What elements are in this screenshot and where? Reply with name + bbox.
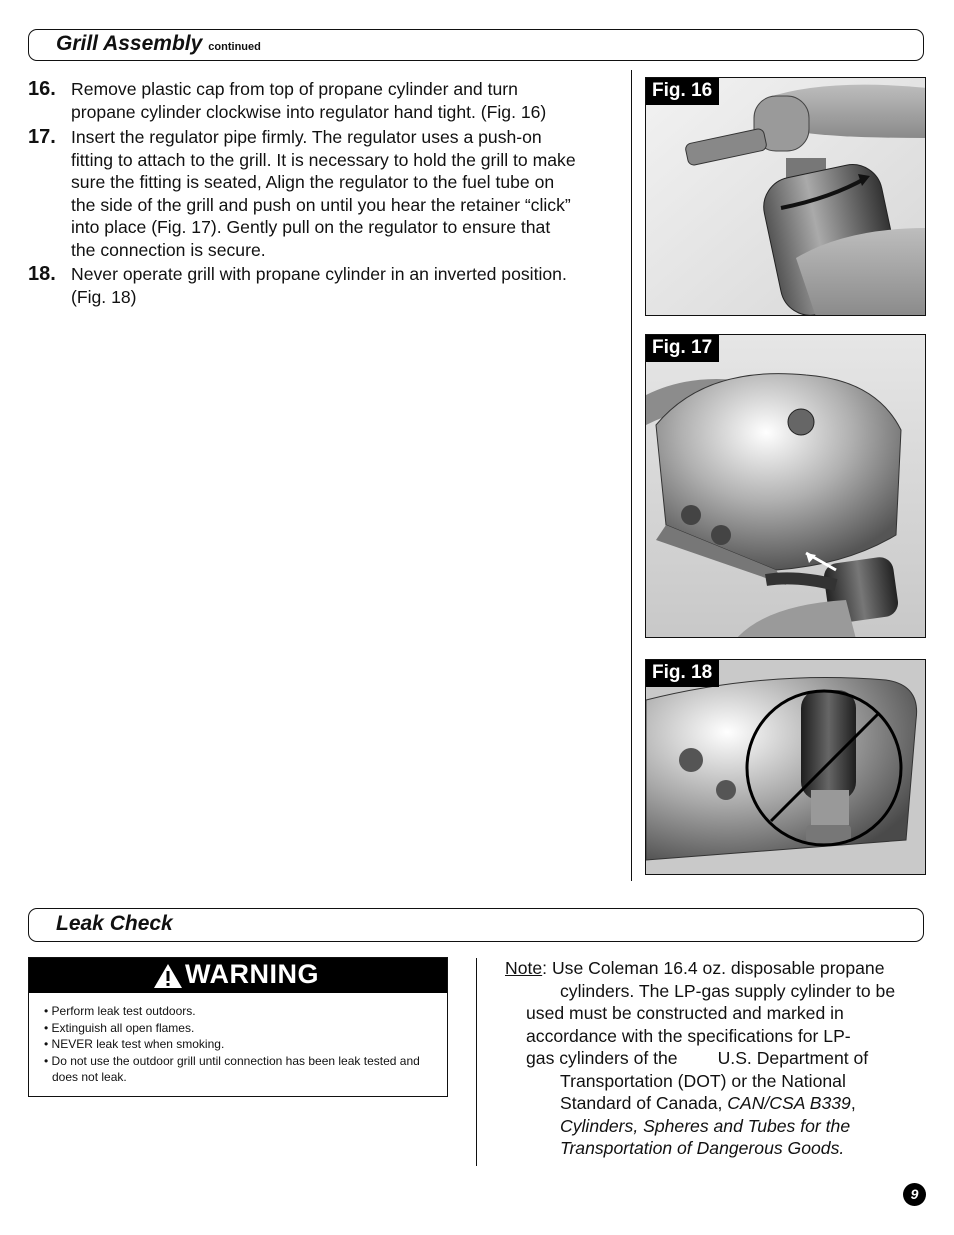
section-header-grill-assembly (28, 29, 924, 61)
figure-16 (645, 77, 926, 316)
section-title: Leak Check (56, 912, 173, 935)
step-number: 17. (28, 126, 56, 148)
note-text: : Use Coleman 16.4 oz. disposable propane (542, 958, 885, 978)
step-line: fitting to attach to the grill. It is necessary to hold the grill to make (71, 149, 576, 170)
figure-label: Fig. 18 (646, 660, 719, 687)
note-line: Cylinders, Spheres and Tubes for the (560, 1115, 851, 1136)
warning-item: • Extinguish all open flames. (44, 1020, 195, 1035)
warning-triangle-icon (153, 963, 183, 989)
note-line (526, 1047, 868, 1070)
step-line: Never operate grill with propane cylinder in an inverted position. (71, 264, 567, 284)
step-line: (Fig. 18) (71, 286, 137, 307)
page-number: 9 (903, 1183, 926, 1206)
warning-heading: WARNING (185, 959, 319, 989)
step-line: sure the fitting is seated, Align the regulator to the fuel tube on (71, 172, 555, 193)
warning-list (44, 1003, 439, 1086)
figure-label: Fig. 17 (646, 335, 719, 362)
step-text (71, 126, 627, 262)
step-text (71, 78, 627, 123)
step-number: 18. (28, 263, 56, 285)
warning-item: • Do not use the outdoor grill until connection has been leak tested and does not leak. (44, 1053, 420, 1084)
note-line: cylinders. The LP-gas supply cylinder to be (560, 980, 896, 1001)
note-line: Transportation of Dangerous Goods. (560, 1138, 845, 1158)
step-line: into place (Fig. 17). Gently pull on the regulator to ensure that (71, 217, 551, 238)
section-header-leak-check (28, 908, 924, 942)
note-line: used must be constructed and marked in (526, 1003, 844, 1023)
column-divider (631, 70, 632, 881)
step-line: Insert the regulator pipe firmly. The regulator uses a push-on (71, 127, 542, 147)
figure-17-photo (646, 335, 926, 638)
step-number: 16. (28, 78, 56, 100)
warning-item: • Perform leak test outdoors. (44, 1004, 196, 1018)
note-label: Note (505, 958, 543, 978)
note-standard: CAN/CSA B339 (727, 1093, 851, 1113)
note-text: U.S. Department of (717, 1048, 869, 1068)
step-line: the side of the grill and push on until you hear the retainer “click” (71, 194, 571, 215)
step-line: Remove plastic cap from top of propane cylinder and turn (71, 79, 518, 99)
step-line: the connection is secure. (71, 239, 266, 260)
section-title: Grill Assembly continued (56, 32, 261, 55)
warning-box (28, 957, 448, 1097)
column-divider (476, 958, 477, 1166)
warning-item: • NEVER leak test when smoking. (44, 1037, 225, 1051)
step-16 (28, 78, 628, 124)
note-line: accordance with the specifications for LP- (526, 1025, 851, 1046)
note-line: Transportation (DOT) or the National (560, 1070, 846, 1091)
note-text: gas cylinders of the (526, 1048, 678, 1068)
note-text: , (850, 1093, 856, 1113)
warning-header (29, 958, 447, 993)
figure-16-photo (646, 78, 926, 316)
note-line (505, 957, 885, 980)
step-line: propane cylinder clockwise into regulator hand tight. (Fig. 16) (71, 101, 547, 122)
figure-label: Fig. 16 (646, 78, 719, 105)
note-text: Standard of Canada, (560, 1093, 728, 1113)
section-subtitle: continued (208, 41, 261, 53)
step-18 (28, 263, 628, 309)
step-text (71, 263, 627, 308)
figure-17 (645, 334, 926, 638)
figure-18 (645, 659, 926, 875)
note-line (560, 1092, 856, 1115)
step-17 (28, 126, 628, 264)
figure-18-photo (646, 660, 926, 875)
